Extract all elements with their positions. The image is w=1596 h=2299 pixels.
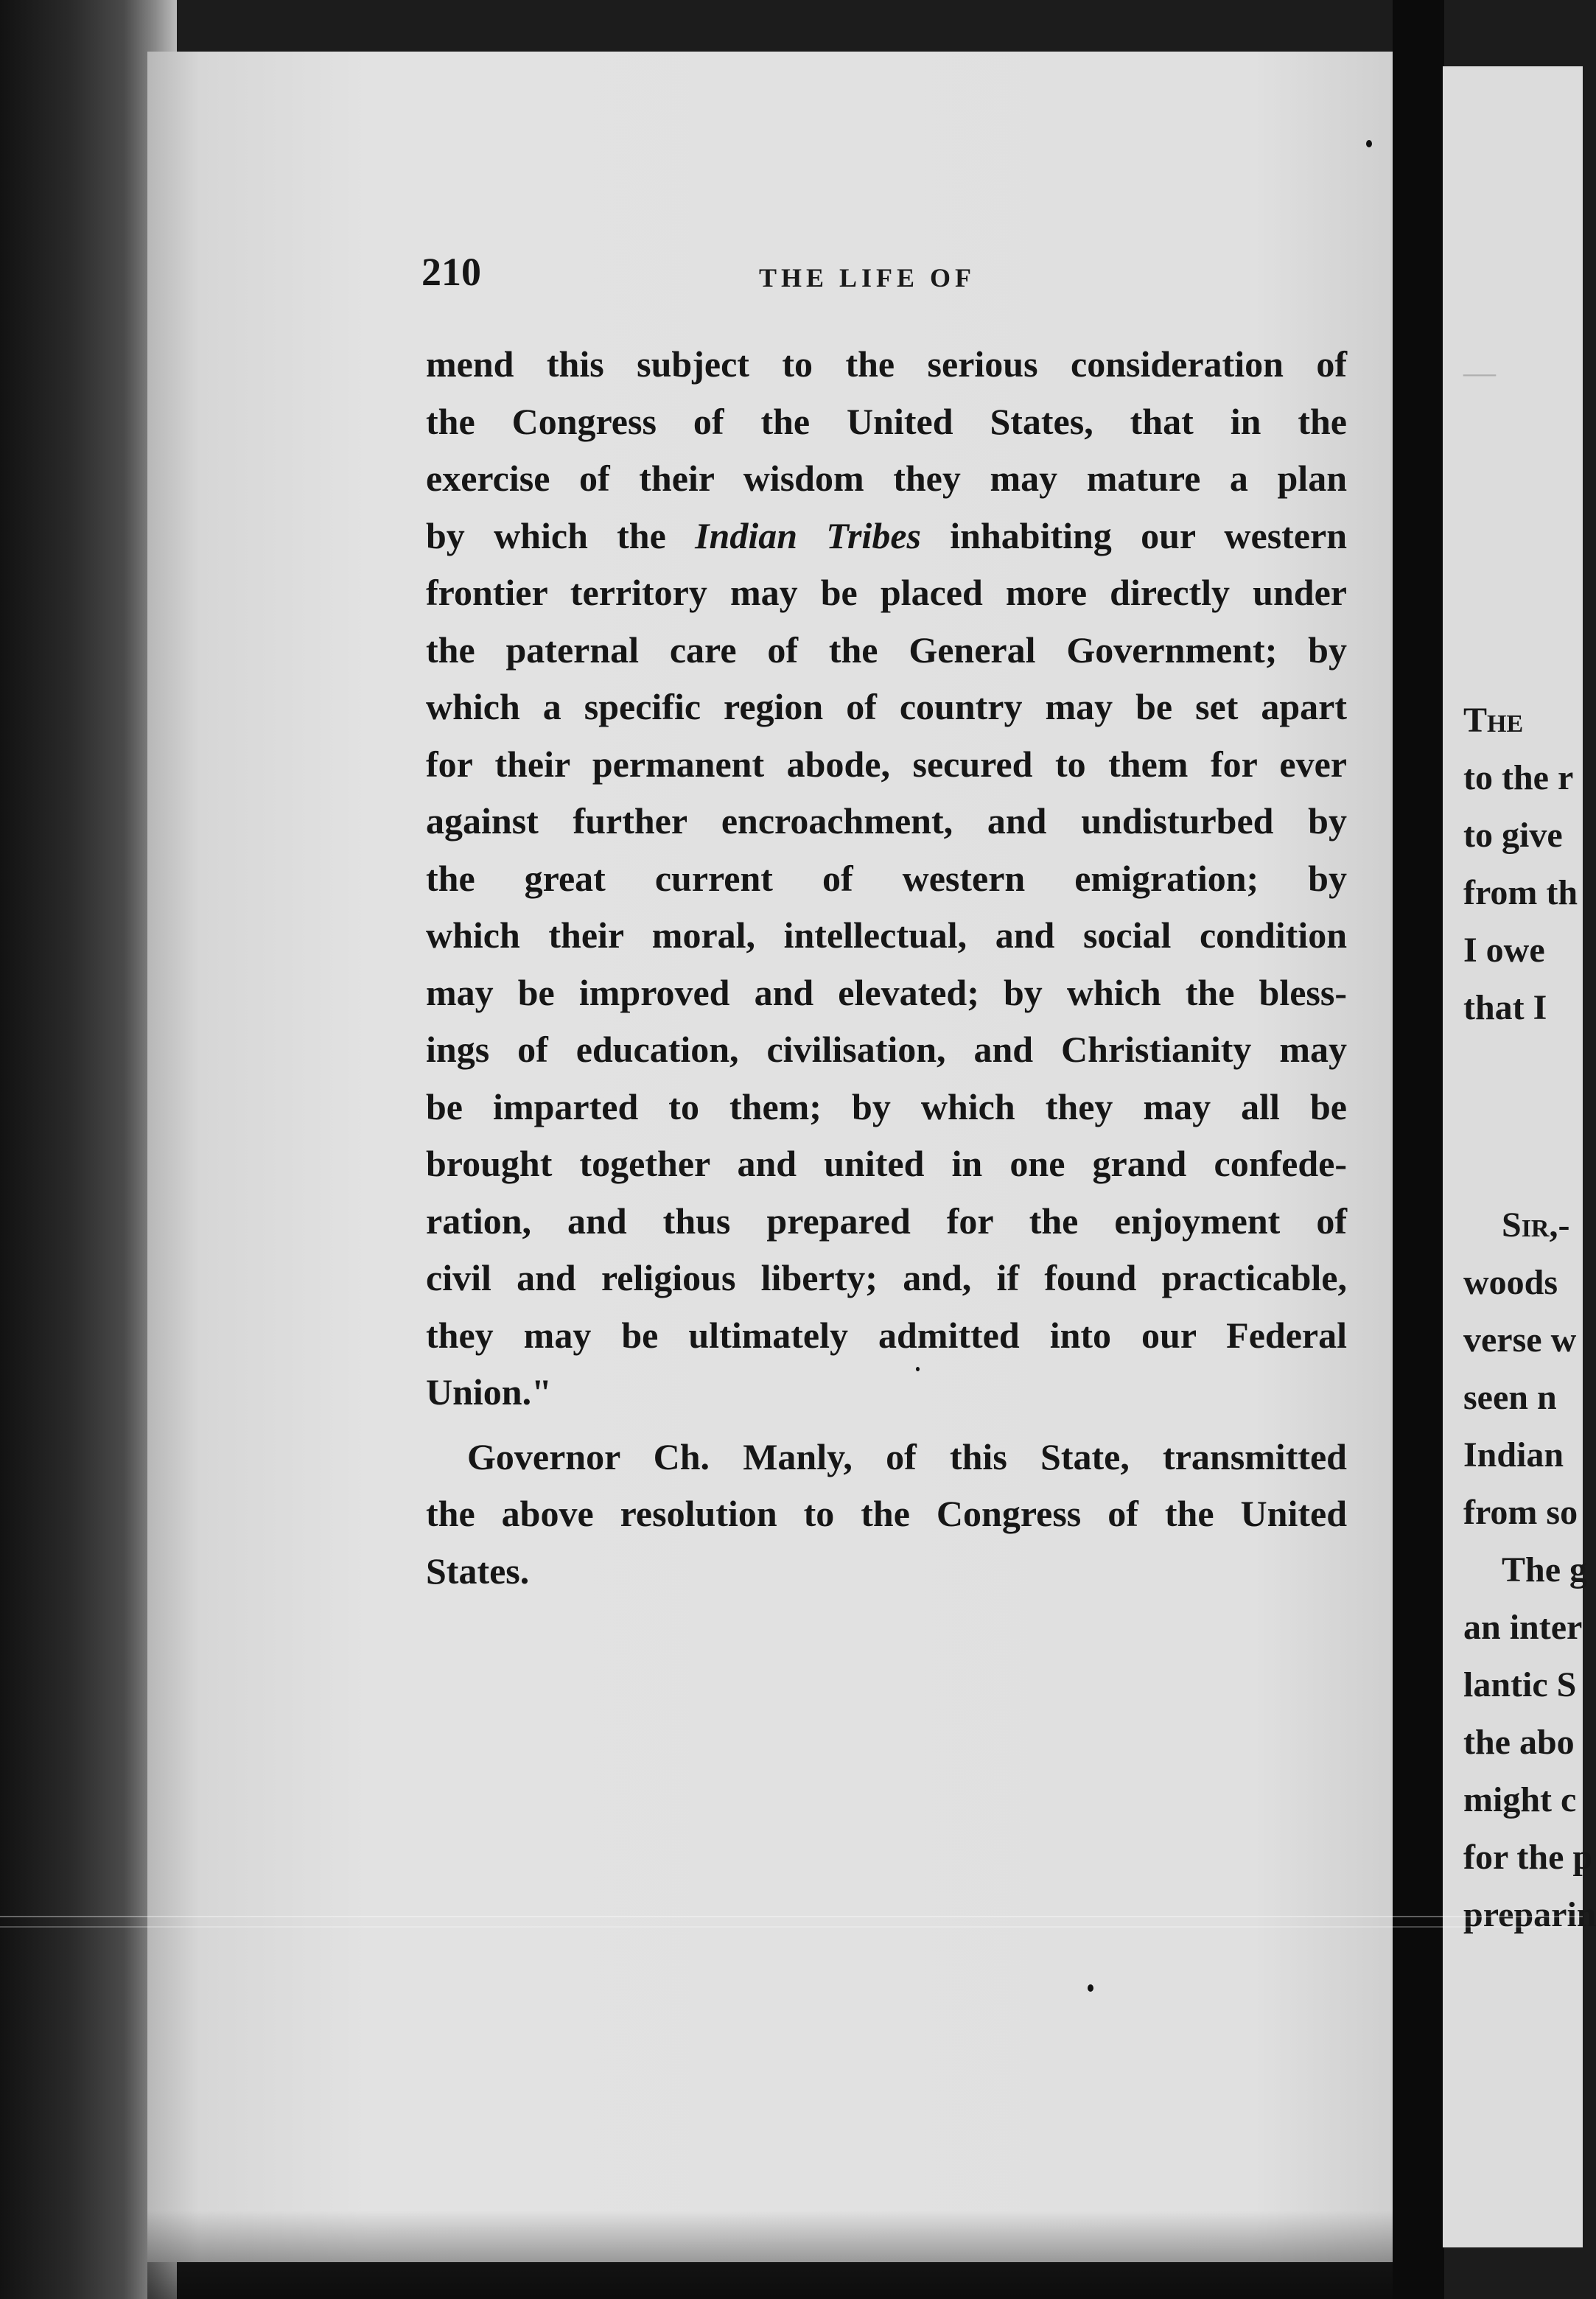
right-page-line: might c: [1463, 1780, 1577, 1819]
text-line: which a specific region of country may be set apart: [426, 686, 1347, 727]
text-line: ration, and thus prepared for the enjoyment of: [426, 1200, 1347, 1242]
page-gutter: [1393, 0, 1444, 2299]
text-line: may be improved and elevated; by which the bless-: [426, 971, 1347, 1013]
text-line: against further encroachment, and undisturbed by: [426, 800, 1347, 841]
right-page-line: The g: [1502, 1550, 1588, 1589]
text-line: they may be ultimately admitted into our Federal: [426, 1314, 1347, 1356]
show-through-text: —: [1463, 354, 1496, 391]
right-page-line: to give: [1463, 816, 1563, 855]
body-text: [426, 336, 1347, 1600]
text-line: the above resolution to the Congress of the United: [426, 1493, 1347, 1534]
running-head: THE LIFE OF: [759, 263, 976, 293]
scan-line: [0, 1916, 1583, 1917]
text-line: the Congress of the United States, that in the: [426, 400, 1347, 442]
text-fragment: by which the: [426, 514, 666, 556]
scan-line: [0, 1926, 1583, 1928]
text-line: frontier territory may be placed more directly under: [426, 572, 1347, 613]
page-number: 210: [421, 250, 481, 294]
text-line: brought together and united in one grand confede-: [426, 1143, 1347, 1184]
right-page-line: lantic S: [1463, 1665, 1577, 1704]
text-line: mend this subject to the serious consideration of: [426, 343, 1347, 385]
ink-speck: [1088, 1984, 1093, 1992]
text-line: be imparted to them; by which they may all be: [426, 1085, 1347, 1127]
text-line: for their permanent abode, secured to them for ever: [426, 743, 1347, 785]
right-page-line: from so: [1463, 1493, 1578, 1532]
right-page-line: from th: [1463, 873, 1578, 912]
right-page-line: for the p: [1463, 1838, 1593, 1877]
page-bottom-shadow: [147, 2211, 1393, 2299]
right-page-line: seen n: [1463, 1378, 1557, 1417]
right-page: [1443, 66, 1596, 2247]
text-line: Governor Ch. Manly, of this State, transmitted: [467, 1435, 1347, 1477]
text-line: the paternal care of the General Government; by: [426, 629, 1347, 671]
right-page-line: Indian: [1463, 1435, 1564, 1474]
text-line: ings of education, civilisation, and Christianity may: [426, 1029, 1347, 1070]
text-fragment: inhabiting our western: [950, 514, 1348, 556]
text-line: [426, 508, 1347, 565]
right-page-line: that I: [1463, 988, 1547, 1027]
right-page-line: woods: [1463, 1263, 1558, 1302]
right-page-line: verse w: [1463, 1320, 1577, 1360]
right-page-line: to the r: [1463, 758, 1574, 797]
text-line: Union.": [426, 1371, 552, 1413]
right-page-line: The: [1463, 701, 1524, 740]
right-page-line: Sir,-: [1502, 1206, 1570, 1245]
text-line: the great current of western emigration; by: [426, 857, 1347, 899]
text-line: exercise of their wisdom they may mature a plan: [426, 458, 1347, 499]
right-page-line: an inter: [1463, 1608, 1583, 1647]
paragraph-governor: [426, 1429, 1347, 1600]
ink-speck: [1366, 140, 1372, 147]
right-page-line: I owe: [1463, 931, 1545, 970]
text-line: States.: [426, 1550, 530, 1592]
text-line: civil and religious liberty; and, if found practicable,: [426, 1257, 1347, 1298]
italic-phrase: Indian Tribes: [695, 514, 921, 556]
right-page-line: preparin: [1463, 1895, 1596, 1934]
text-line: which their moral, intellectual, and social condition: [426, 914, 1347, 956]
right-page-line: the abo: [1463, 1723, 1575, 1762]
